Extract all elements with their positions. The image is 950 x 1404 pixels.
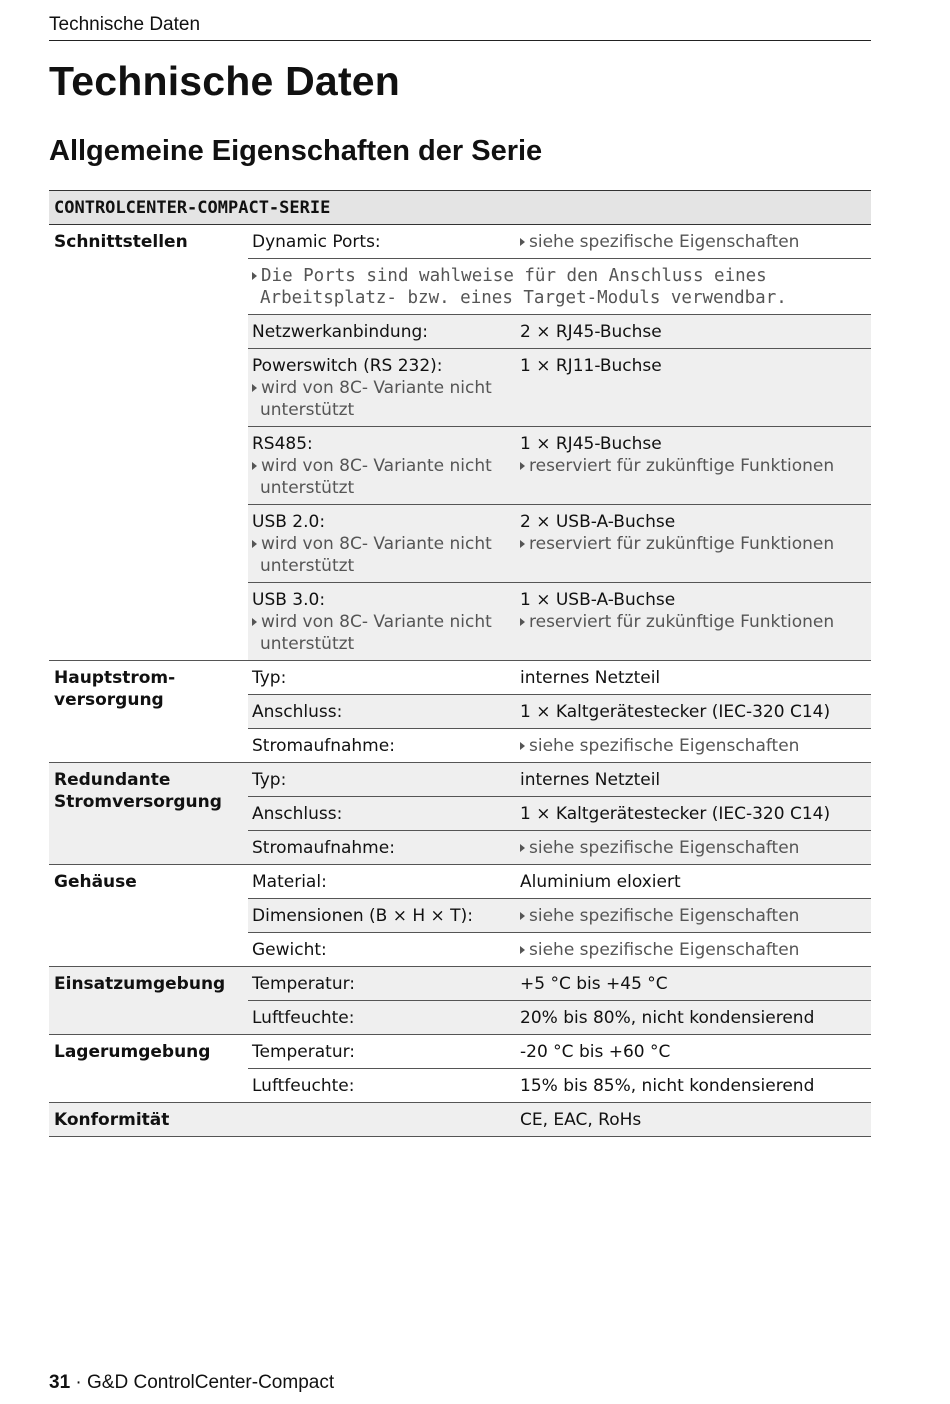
table-row — [49, 661, 871, 695]
spec-key: RS485: wird von 8C- Variante nicht unterstützt — [248, 427, 516, 505]
table-row — [49, 1103, 871, 1137]
spec-key: USB 3.0: wird von 8C- Variante nicht unterstützt — [248, 583, 516, 661]
group-label-redundant: Redundante Stromversorgung — [49, 763, 248, 865]
group-label-schnittstellen: Schnittstellen — [54, 232, 188, 252]
spec-value: 1 × Kaltgerätestecker (IEC-320 C14) — [516, 797, 871, 831]
bullet-arrow-icon — [520, 844, 525, 852]
spec-key: Temperatur: — [248, 967, 516, 1001]
bullet-arrow-icon — [252, 540, 257, 548]
bullet-arrow-icon — [520, 912, 525, 920]
spec-value: internes Netzteil — [516, 661, 871, 695]
spec-key: Material: — [248, 865, 516, 899]
ports-note: Die Ports sind wahlweise für den Anschluss eines Arbeitsplatz- bzw. eines Target-Moduls verwendbar. — [248, 259, 871, 315]
spec-key-empty — [248, 1103, 516, 1137]
spec-value: Aluminium eloxiert — [516, 865, 871, 899]
bullet-arrow-icon — [252, 462, 257, 470]
spec-key: Luftfeuchte: — [248, 1001, 516, 1035]
spec-key: Anschluss: — [248, 695, 516, 729]
table-row — [49, 967, 871, 1001]
series-header-row — [49, 191, 871, 225]
spec-key: Stromaufnahme: — [248, 729, 516, 763]
spec-key: Netzwerkanbindung: — [248, 315, 516, 349]
series-name: CONTROLCENTER-COMPACT-SERIE — [49, 191, 871, 225]
group-label-gehaeuse: Gehäuse — [49, 865, 248, 967]
spec-key: Temperatur: — [248, 1035, 516, 1069]
bullet-arrow-icon — [252, 384, 257, 392]
spec-key: Powerswitch (RS 232): wird von 8C- Variante nicht unterstützt — [248, 349, 516, 427]
spec-value: siehe spezifische Eigenschaften — [516, 729, 871, 763]
bullet-arrow-icon — [520, 462, 525, 470]
spec-key: Typ: — [248, 763, 516, 797]
spec-value: siehe spezifische Eigenschaften — [516, 899, 871, 933]
table-row — [49, 225, 871, 259]
spec-key: USB 2.0: wird von 8C- Variante nicht unterstützt — [248, 505, 516, 583]
spec-key: Stromaufnahme: — [248, 831, 516, 865]
spec-value: 15% bis 85%, nicht kondensierend — [516, 1069, 871, 1103]
bullet-arrow-icon — [252, 272, 257, 280]
spec-key: Dimensionen (B × H × T): — [248, 899, 516, 933]
table-row — [49, 865, 871, 899]
bullet-arrow-icon — [520, 238, 525, 246]
spec-table — [49, 190, 871, 1137]
page-footer — [49, 1372, 334, 1394]
spec-value: +5 °C bis +45 °C — [516, 967, 871, 1001]
spec-key: Dynamic Ports: — [248, 225, 516, 259]
bullet-arrow-icon — [520, 540, 525, 548]
spec-value: siehe spezifische Eigenschaften — [516, 933, 871, 967]
spec-key: Typ: — [248, 661, 516, 695]
spec-key: Luftfeuchte: — [248, 1069, 516, 1103]
spec-key: Anschluss: — [248, 797, 516, 831]
bullet-arrow-icon — [520, 742, 525, 750]
group-label-konformitaet: Konformität — [49, 1103, 248, 1137]
spec-key: Gewicht: — [248, 933, 516, 967]
group-label-lager: Lagerumgebung — [49, 1035, 248, 1103]
spec-value: internes Netzteil — [516, 763, 871, 797]
page-title: Technische Daten — [49, 58, 401, 104]
bullet-arrow-icon — [520, 946, 525, 954]
spec-value: 1 × RJ45-Buchse reserviert für zukünftige Funktionen — [516, 427, 871, 505]
spec-value: 1 × RJ11-Buchse — [516, 349, 871, 427]
group-label-hauptstrom: Hauptstrom- versorgung — [49, 661, 248, 763]
bullet-arrow-icon — [252, 618, 257, 626]
footer-text: · G&D ControlCenter-Compact — [70, 1372, 335, 1393]
section-title: Allgemeine Eigenschaften der Serie — [49, 135, 543, 167]
spec-value: CE, EAC, RoHs — [516, 1103, 871, 1137]
running-header: Technische Daten — [49, 14, 871, 41]
page-number: 31 — [49, 1372, 71, 1393]
spec-value: siehe spezifische Eigenschaften — [516, 225, 871, 259]
spec-value: 2 × USB-A-Buchse reserviert für zukünftige Funktionen — [516, 505, 871, 583]
spec-value: 1 × Kaltgerätestecker (IEC-320 C14) — [516, 695, 871, 729]
spec-value: 1 × USB-A-Buchse reserviert für zukünftige Funktionen — [516, 583, 871, 661]
spec-value: -20 °C bis +60 °C — [516, 1035, 871, 1069]
table-row — [49, 1035, 871, 1069]
spec-value: 20% bis 80%, nicht kondensierend — [516, 1001, 871, 1035]
spec-value: siehe spezifische Eigenschaften — [516, 831, 871, 865]
group-label-einsatz: Einsatzumgebung — [49, 967, 248, 1035]
bullet-arrow-icon — [520, 618, 525, 626]
table-row — [49, 763, 871, 797]
spec-value: 2 × RJ45-Buchse — [516, 315, 871, 349]
